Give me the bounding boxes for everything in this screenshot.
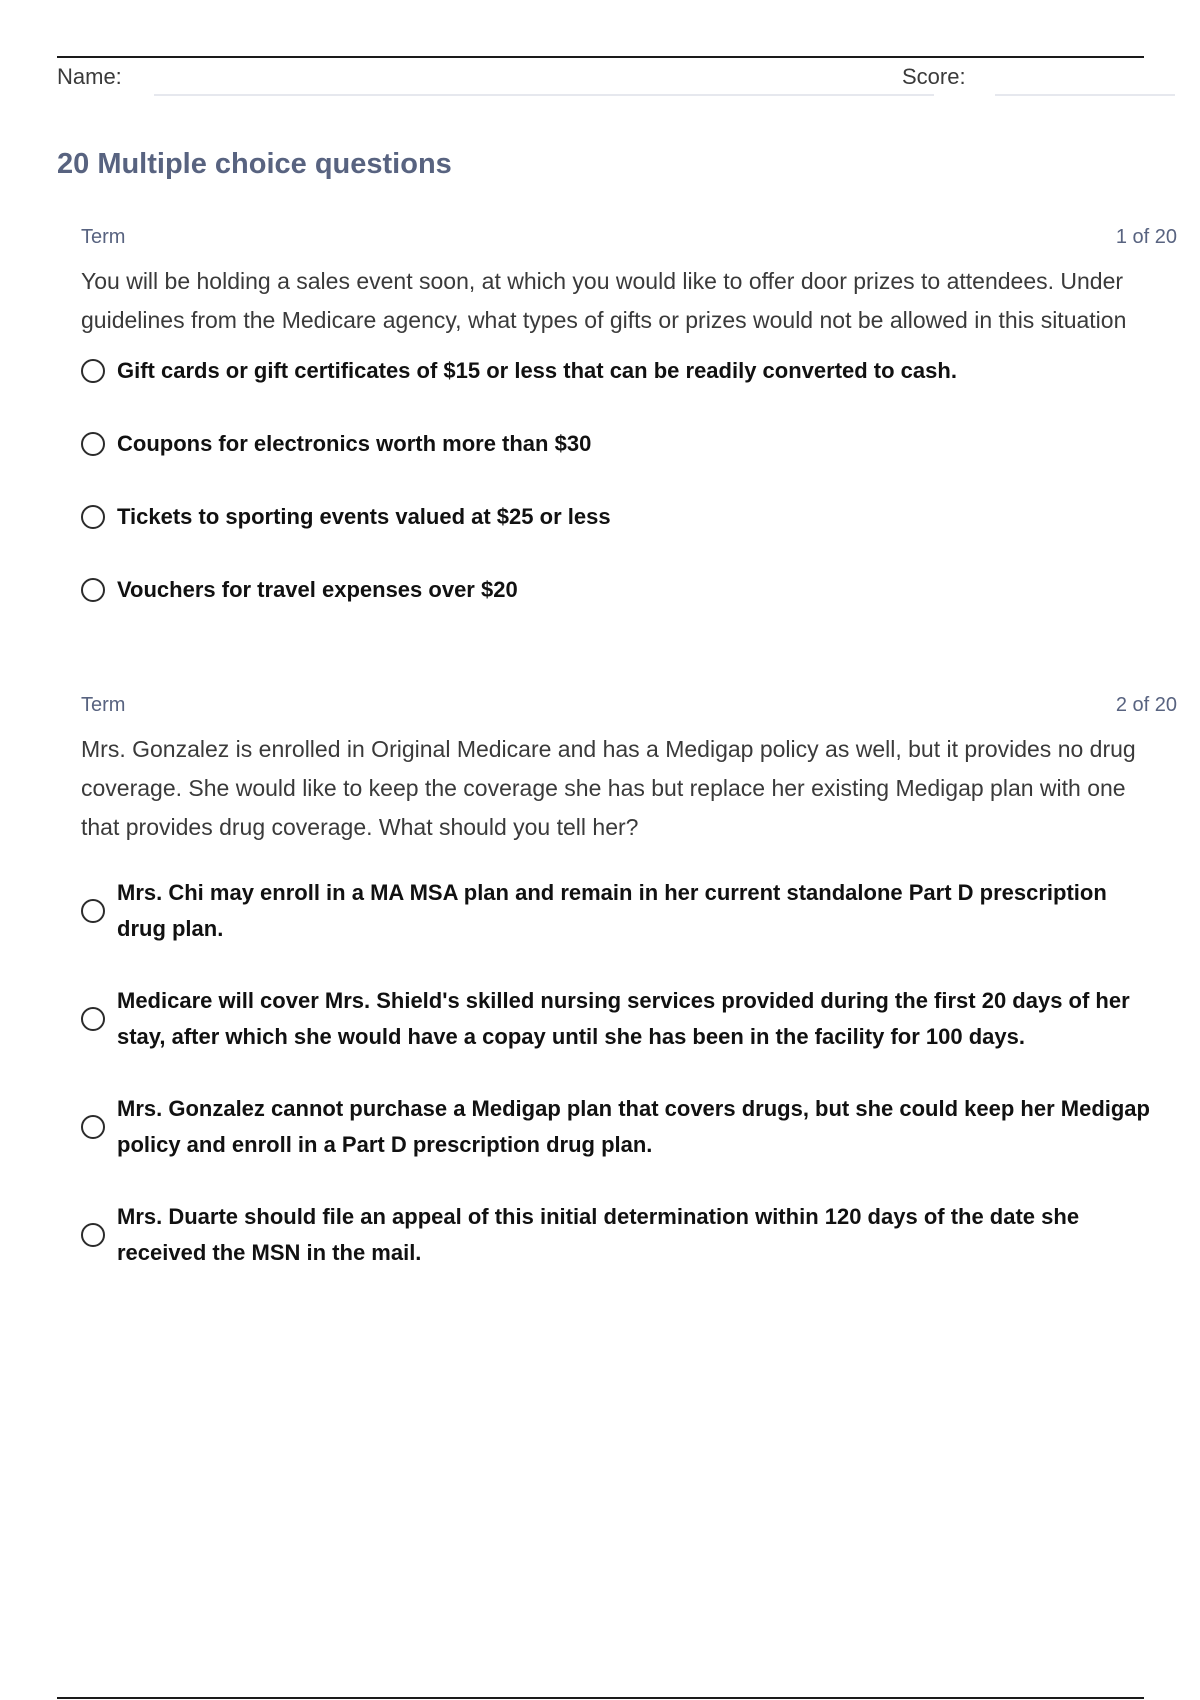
score-field[interactable] [995,94,1175,96]
answer-option[interactable] [81,498,1177,535]
header-row [57,64,1177,98]
radio-button-icon[interactable] [81,1115,105,1139]
answer-option-label: Tickets to sporting events valued at $25 or less [117,503,611,529]
answer-option-label: Coupons for electronics worth more than $30 [117,430,592,456]
radio-button-icon[interactable] [81,505,105,529]
section-title: 20 Multiple choice questions [57,148,452,180]
score-label: Score: [902,64,966,89]
answer-option[interactable] [81,1091,1177,1163]
answer-options [81,875,1177,1271]
radio-button-icon[interactable] [81,359,105,383]
answer-option[interactable] [81,571,1177,608]
bottom-rule [57,1697,1144,1699]
question-text: Mrs. Gonzalez is enrolled in Original Medicare and has a Medigap policy as well, but it provides no drug coverage. She would like to keep the coverage she has but replace her existing Medigap plan with one that provides drug coverage. What should you tell her? [81,736,1136,840]
term-label: Term [81,694,126,716]
radio-button-icon[interactable] [81,432,105,456]
name-label: Name: [57,64,122,89]
answer-option[interactable] [81,1199,1177,1271]
answer-option[interactable] [81,425,1177,462]
answer-option-label: Gift cards or gift certificates of $15 or less that can be readily converted to cash. [117,357,957,383]
name-field[interactable] [154,94,934,96]
answer-option[interactable] [81,983,1177,1055]
top-rule [57,56,1144,58]
answer-option-label: Medicare will cover Mrs. Shield's skilled nursing services provided during the first 20 days of her stay, after which she would have a copay until she has been in the facility for 100 days. [117,988,1130,1049]
radio-button-icon[interactable] [81,1223,105,1247]
question-card [81,226,1177,644]
question-text: You will be holding a sales event soon, at which you would like to offer door prizes to attendees. Under guidelines from the Medicare agency, what types of gifts or prizes would not be allowed in this situation [81,268,1127,333]
radio-button-icon[interactable] [81,578,105,602]
answer-option-label: Mrs. Gonzalez cannot purchase a Medigap plan that covers drugs, but she could keep her Medigap policy and enroll in a Part D prescription drug plan. [117,1096,1150,1157]
answer-option-label: Mrs. Chi may enroll in a MA MSA plan and remain in her current standalone Part D prescription drug plan. [117,880,1107,941]
question-card [81,694,1177,1307]
question-header [81,226,1177,256]
answer-option[interactable] [81,352,1177,389]
question-count: 2 of 20 [1115,694,1177,716]
question-header [81,694,1177,724]
radio-button-icon[interactable] [81,899,105,923]
answer-option-label: Mrs. Duarte should file an appeal of this initial determination within 120 days of the date she received the MSN in the mail. [117,1204,1080,1265]
term-label: Term [81,226,126,248]
answer-options [81,352,1177,608]
answer-option-label: Vouchers for travel expenses over $20 [117,576,518,602]
answer-option[interactable] [81,875,1177,947]
question-count: 1 of 20 [1115,226,1177,248]
radio-button-icon[interactable] [81,1007,105,1031]
